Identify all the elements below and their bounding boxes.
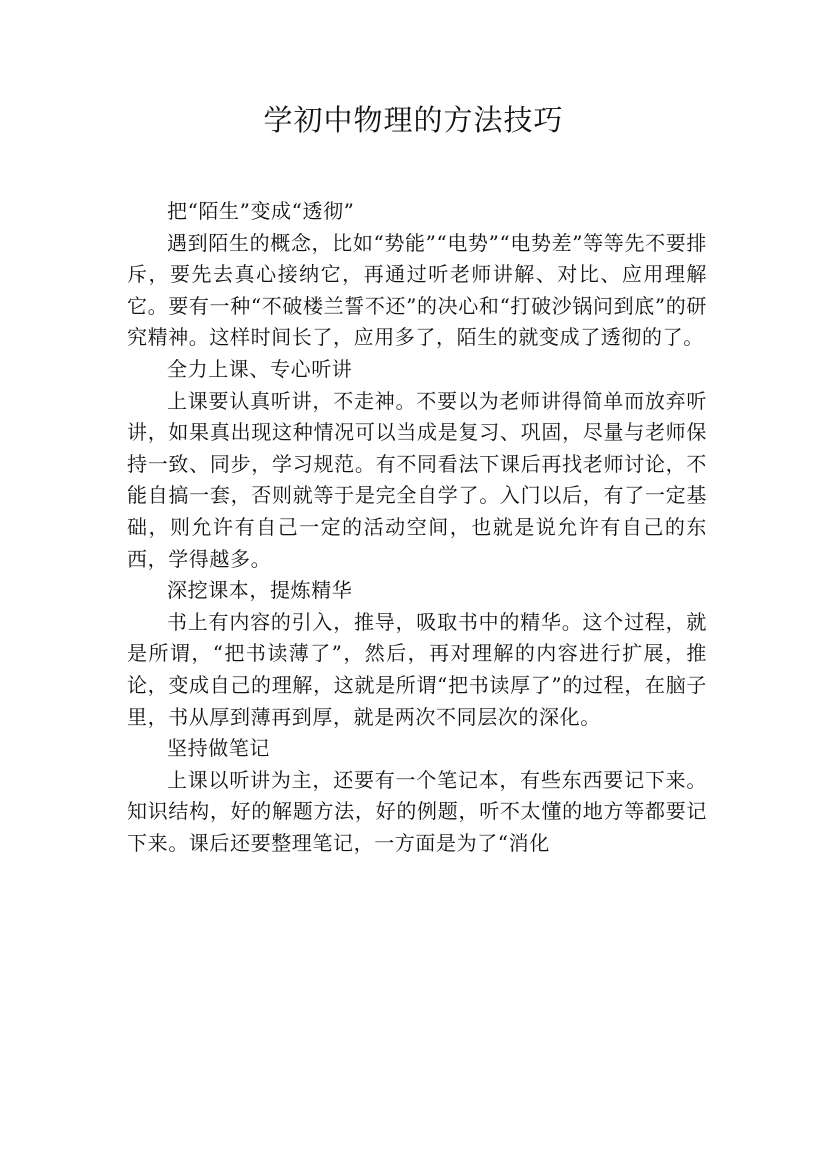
section-heading: 深挖课本，提炼精华 [167, 578, 353, 603]
section-heading: 坚持做笔记 [167, 736, 270, 761]
paragraph: 上课以听讲为主，还要有一个笔记本，有些东西要记下来。知识结构，好的解题方法，好的例题，听不太懂的地方等都要记下来。课后还要整理笔记，一方面是为了“消化 [127, 767, 707, 855]
paragraph: 遇到陌生的概念，比如“势能”“电势”“电势差”等等先不要排斥，要先去真心接纳它，再通过听老师讲解、对比、应用理解它。要有一种“不破楼兰誓不还”的决心和“打破沙锅问到底”的研究精神。这样时间长了，应用多了，陌生的就变成了透彻的了。 [127, 230, 707, 350]
paragraph: 上课要认真听讲，不走神。不要以为老师讲得简单而放弃听讲，如果真出现这种情况可以当成是复习、巩固，尽量与老师保持一致、同步，学习规范。有不同看法下课后再找老师讨论，不能自搞一套，否则就等于是完全自学了。入门以后，有了一定基础，则允许有自己一定的活动空间，也就是说允许有自己的东西，学得越多。 [127, 388, 707, 571]
section-heading: 全力上课、专心听讲 [167, 356, 353, 381]
document-title: 学初中物理的方法技巧 [263, 103, 564, 137]
paragraph: 书上有内容的引入，推导，吸取书中的精华。这个过程，就是所谓，“把书读薄了”，然后，再对理解的内容进行扩展，推论，变成自己的理解，这就是所谓“把书读厚了”的过程，在脑子里，书从厚到薄再到厚，就是两次不同层次的深化。 [127, 609, 707, 729]
section-heading: 把“陌生”变成“透彻” [167, 199, 355, 223]
document-body [127, 196, 707, 859]
